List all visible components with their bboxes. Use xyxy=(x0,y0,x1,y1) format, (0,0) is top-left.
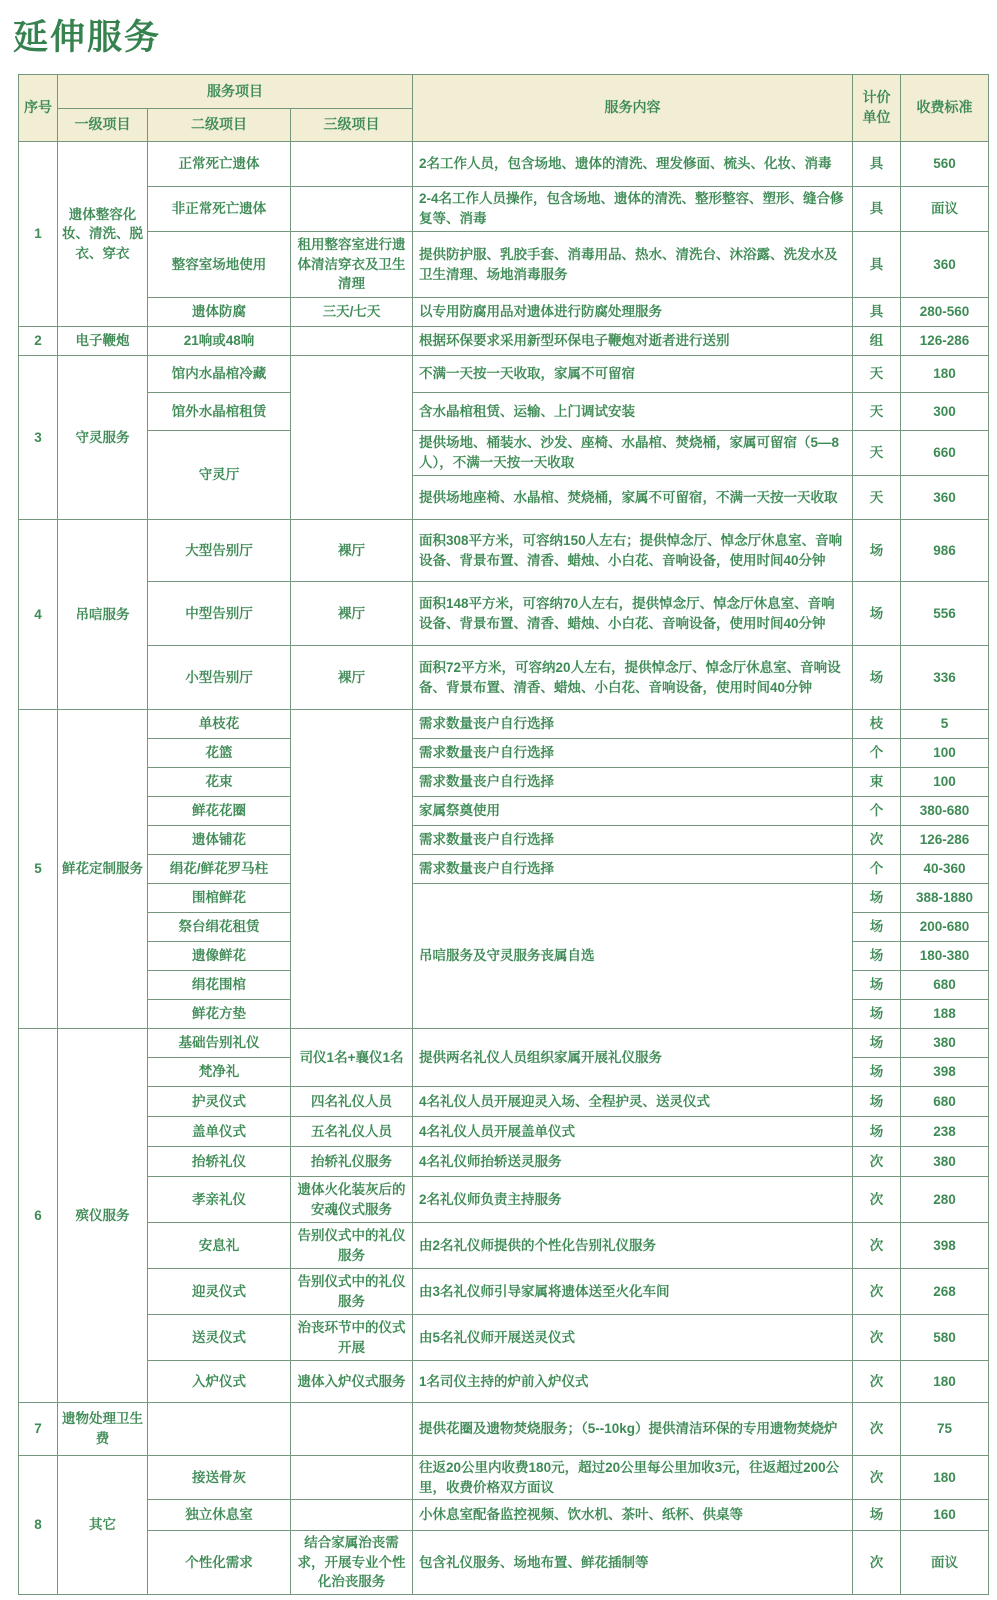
level1-item-cell: 遗物处理卫生费 xyxy=(58,1403,148,1456)
price-cell: 126-286 xyxy=(901,327,989,356)
level2-item-cell: 非正常死亡遗体 xyxy=(148,187,291,232)
service-content-cell: 根据环保要求采用新型环保电子鞭炮对逝者进行送别 xyxy=(413,327,853,356)
table-row xyxy=(19,1117,989,1147)
price-cell: 238 xyxy=(901,1117,989,1147)
level2-item-cell: 接送骨灰 xyxy=(148,1456,291,1500)
unit-cell: 场 xyxy=(853,1000,901,1029)
level1-item-cell: 殡仪服务 xyxy=(58,1029,148,1403)
service-content-cell: 1名司仪主持的炉前入炉仪式 xyxy=(413,1361,853,1403)
service-content-cell: 面积308平方米，可容纳150人左右；提供悼念厅、悼念厅休息室、音响设备、背景布置、清香、蜡烛、小白花、音响设备，使用时间40分钟 xyxy=(413,520,853,582)
serial-cell: 5 xyxy=(19,710,58,1029)
service-content-cell: 由2名礼仪师提供的个性化告别礼仪服务 xyxy=(413,1223,853,1269)
service-content-cell: 往返20公里内收费180元，超过20公里每公里加收3元，往返超过200公里，收费价格双方面议 xyxy=(413,1456,853,1500)
level2-item-cell: 正常死亡遗体 xyxy=(148,142,291,187)
price-cell: 40-360 xyxy=(901,855,989,884)
price-cell: 380 xyxy=(901,1147,989,1177)
level3-item-cell: 告别仪式中的礼仪服务 xyxy=(291,1269,413,1315)
level3-item-cell: 裸厅 xyxy=(291,646,413,710)
level1-item-cell: 鲜花定制服务 xyxy=(58,710,148,1029)
table-row xyxy=(19,768,989,797)
service-content-cell: 2-4名工作人员操作，包含场地、遗体的清洗、整形整容、塑形、缝合修复等、消毒 xyxy=(413,187,853,232)
service-content-cell: 需求数量丧户自行选择 xyxy=(413,826,853,855)
level3-item-cell: 三级项目 xyxy=(291,109,413,142)
serial-cell: 4 xyxy=(19,520,58,710)
unit-cell: 场 xyxy=(853,1500,901,1531)
service-content-cell: 需求数量丧户自行选择 xyxy=(413,739,853,768)
level2-item-cell: 单枝花 xyxy=(148,710,291,739)
price-cell: 268 xyxy=(901,1269,989,1315)
level2-item-cell: 守灵厅 xyxy=(148,431,291,520)
level2-item-cell: 遗像鲜花 xyxy=(148,942,291,971)
unit-cell: 次 xyxy=(853,1361,901,1403)
level3-item-cell: 抬轿礼仪服务 xyxy=(291,1147,413,1177)
unit-cell: 场 xyxy=(853,1058,901,1087)
price-cell: 300 xyxy=(901,393,989,431)
price-cell: 380 xyxy=(901,1029,989,1058)
serial-cell: 序号 xyxy=(19,75,58,142)
table-body xyxy=(19,142,989,1595)
table-row xyxy=(19,1531,989,1595)
price-cell: 面议 xyxy=(901,1531,989,1595)
level1-item-cell: 一级项目 xyxy=(58,109,148,142)
level3-item-cell xyxy=(291,1456,413,1500)
table-row xyxy=(19,710,989,739)
unit-cell: 束 xyxy=(853,768,901,797)
table-row xyxy=(19,855,989,884)
service-content-cell: 吊唁服务及守灵服务丧属自选 xyxy=(413,884,853,1029)
table-row xyxy=(19,298,989,327)
unit-cell: 场 xyxy=(853,1117,901,1147)
service-content-cell: 包含礼仪服务、场地布置、鲜花插制等 xyxy=(413,1531,853,1595)
service-content-cell: 提供防护服、乳胶手套、消毒用品、热水、清洗台、沐浴露、洗发水及卫生清理、场地消毒服务 xyxy=(413,232,853,298)
price-cell: 680 xyxy=(901,1087,989,1117)
price-cell: 398 xyxy=(901,1058,989,1087)
price-cell: 580 xyxy=(901,1315,989,1361)
level3-item-cell xyxy=(291,187,413,232)
level3-item-cell xyxy=(291,1403,413,1456)
service-content-cell: 提供场地、桶装水、沙发、座椅、水晶棺、焚烧桶，家属可留宿（5—8人），不满一天按一天收取 xyxy=(413,431,853,476)
table-row xyxy=(19,75,989,109)
level3-item-cell xyxy=(291,1500,413,1531)
unit-cell: 次 xyxy=(853,1147,901,1177)
unit-cell: 次 xyxy=(853,1531,901,1595)
unit-cell: 组 xyxy=(853,327,901,356)
level2-item-cell: 迎灵仪式 xyxy=(148,1269,291,1315)
service-group-header-cell: 服务项目 xyxy=(58,75,413,109)
page-title: 延伸服务 xyxy=(13,18,162,57)
level1-item-cell: 电子鞭炮 xyxy=(58,327,148,356)
table-row xyxy=(19,1456,989,1500)
table-row xyxy=(19,393,989,431)
price-cell: 180-380 xyxy=(901,942,989,971)
level1-item-cell: 遗体整容化妆、清洗、脱衣、穿衣 xyxy=(58,142,148,327)
level2-item-cell: 馆外水晶棺租赁 xyxy=(148,393,291,431)
level3-item-cell xyxy=(291,327,413,356)
table-row xyxy=(19,431,989,476)
serial-cell: 3 xyxy=(19,356,58,520)
service-content-cell: 4名礼仪师抬轿送灵服务 xyxy=(413,1147,853,1177)
table-row xyxy=(19,797,989,826)
table-row xyxy=(19,1029,989,1058)
level2-item-cell: 中型告别厅 xyxy=(148,582,291,646)
service-content-cell: 家属祭奠使用 xyxy=(413,797,853,826)
serial-cell: 6 xyxy=(19,1029,58,1403)
unit-cell: 次 xyxy=(853,1223,901,1269)
service-content-cell: 小休息室配备监控视频、饮水机、茶叶、纸杯、供桌等 xyxy=(413,1500,853,1531)
unit-cell: 具 xyxy=(853,298,901,327)
level2-item-cell: 梵净礼 xyxy=(148,1058,291,1087)
service-content-cell: 需求数量丧户自行选择 xyxy=(413,710,853,739)
level3-item-cell xyxy=(291,710,413,1029)
serial-cell: 1 xyxy=(19,142,58,327)
service-content-cell: 2名礼仪师负责主持服务 xyxy=(413,1177,853,1223)
service-content-cell: 含水晶棺租赁、运输、上门调试安装 xyxy=(413,393,853,431)
level2-item-cell: 绢花/鲜花罗马柱 xyxy=(148,855,291,884)
extended-services-price-table xyxy=(18,74,989,1595)
price-cell: 336 xyxy=(901,646,989,710)
unit-cell: 场 xyxy=(853,520,901,582)
unit-cell: 计价单位 xyxy=(853,75,901,142)
price-cell: 180 xyxy=(901,1361,989,1403)
unit-cell: 次 xyxy=(853,1315,901,1361)
price-cell: 660 xyxy=(901,431,989,476)
price-cell: 160 xyxy=(901,1500,989,1531)
serial-cell: 7 xyxy=(19,1403,58,1456)
level3-item-cell: 遗体入炉仪式服务 xyxy=(291,1361,413,1403)
table-header xyxy=(19,75,989,142)
price-cell: 360 xyxy=(901,232,989,298)
service-content-cell: 2名工作人员，包含场地、遗体的清洗、理发修面、梳头、化妆、消毒 xyxy=(413,142,853,187)
price-cell: 面议 xyxy=(901,187,989,232)
unit-cell: 具 xyxy=(853,232,901,298)
level1-item-cell: 守灵服务 xyxy=(58,356,148,520)
price-cell: 126-286 xyxy=(901,826,989,855)
level3-item-cell: 裸厅 xyxy=(291,582,413,646)
table-row xyxy=(19,520,989,582)
level3-item-cell: 租用整容室进行遗体清洁穿衣及卫生清理 xyxy=(291,232,413,298)
table-row xyxy=(19,1500,989,1531)
level2-item-cell: 二级项目 xyxy=(148,109,291,142)
table-row xyxy=(19,142,989,187)
unit-cell: 场 xyxy=(853,913,901,942)
level3-item-cell xyxy=(291,142,413,187)
service-content-cell: 由5名礼仪师开展送灵仪式 xyxy=(413,1315,853,1361)
level2-item-cell: 21响或48响 xyxy=(148,327,291,356)
table-row xyxy=(19,327,989,356)
service-content-cell: 由3名礼仪师引导家属将遗体送至火化车间 xyxy=(413,1269,853,1315)
unit-cell: 天 xyxy=(853,431,901,476)
unit-cell: 天 xyxy=(853,476,901,520)
unit-cell: 次 xyxy=(853,1177,901,1223)
service-content-cell: 不满一天按一天收取，家属不可留宿 xyxy=(413,356,853,393)
level2-item-cell xyxy=(148,1403,291,1456)
level2-item-cell: 馆内水晶棺冷藏 xyxy=(148,356,291,393)
price-cell: 560 xyxy=(901,142,989,187)
price-cell: 188 xyxy=(901,1000,989,1029)
unit-cell: 枝 xyxy=(853,710,901,739)
level2-item-cell: 绢花围棺 xyxy=(148,971,291,1000)
level2-item-cell: 送灵仪式 xyxy=(148,1315,291,1361)
unit-cell: 场 xyxy=(853,646,901,710)
price-cell: 380-680 xyxy=(901,797,989,826)
unit-cell: 次 xyxy=(853,1403,901,1456)
level2-item-cell: 小型告别厅 xyxy=(148,646,291,710)
service-content-cell: 需求数量丧户自行选择 xyxy=(413,768,853,797)
table-row xyxy=(19,1315,989,1361)
table-row xyxy=(19,232,989,298)
table-row xyxy=(19,739,989,768)
service-content-cell: 提供两名礼仪人员组织家属开展礼仪服务 xyxy=(413,1029,853,1087)
service-content-cell: 4名礼仪人员开展迎灵入场、全程护灵、送灵仪式 xyxy=(413,1087,853,1117)
price-cell: 180 xyxy=(901,356,989,393)
unit-cell: 天 xyxy=(853,356,901,393)
unit-cell: 场 xyxy=(853,1087,901,1117)
level2-item-cell: 围棺鲜花 xyxy=(148,884,291,913)
price-cell: 986 xyxy=(901,520,989,582)
price-cell: 5 xyxy=(901,710,989,739)
level2-item-cell: 遗体防腐 xyxy=(148,298,291,327)
price-cell: 收费标准 xyxy=(901,75,989,142)
level3-item-cell: 司仪1名+襄仪1名 xyxy=(291,1029,413,1087)
level2-item-cell: 鲜花花圈 xyxy=(148,797,291,826)
price-cell: 280 xyxy=(901,1177,989,1223)
table-row xyxy=(19,1087,989,1117)
table-row xyxy=(19,646,989,710)
level2-item-cell: 抬轿礼仪 xyxy=(148,1147,291,1177)
level2-item-cell: 花束 xyxy=(148,768,291,797)
level2-item-cell: 基础告别礼仪 xyxy=(148,1029,291,1058)
level3-item-cell: 治丧环节中的仪式开展 xyxy=(291,1315,413,1361)
serial-cell: 2 xyxy=(19,327,58,356)
level3-item-cell: 告别仪式中的礼仪服务 xyxy=(291,1223,413,1269)
service-content-header-cell: 服务内容 xyxy=(413,75,853,142)
level2-item-cell: 独立休息室 xyxy=(148,1500,291,1531)
unit-cell: 场 xyxy=(853,971,901,1000)
level1-item-cell: 其它 xyxy=(58,1456,148,1595)
unit-cell: 个 xyxy=(853,739,901,768)
level3-item-cell: 结合家属治丧需求，开展专业个性化治丧服务 xyxy=(291,1531,413,1595)
table-row xyxy=(19,356,989,393)
level3-item-cell xyxy=(291,356,413,520)
level2-item-cell: 大型告别厅 xyxy=(148,520,291,582)
service-content-cell: 面积72平方米，可容纳20人左右，提供悼念厅、悼念厅休息室、音响设备、背景布置、清香、蜡烛、小白花、音响设备，使用时间40分钟 xyxy=(413,646,853,710)
level3-item-cell: 裸厅 xyxy=(291,520,413,582)
price-cell: 360 xyxy=(901,476,989,520)
price-cell: 398 xyxy=(901,1223,989,1269)
service-content-cell: 提供场地座椅、水晶棺、焚烧桶，家属不可留宿，不满一天按一天收取 xyxy=(413,476,853,520)
service-content-cell: 需求数量丧户自行选择 xyxy=(413,855,853,884)
unit-cell: 具 xyxy=(853,187,901,232)
level2-item-cell: 祭台绢花租赁 xyxy=(148,913,291,942)
level2-item-cell: 孝亲礼仪 xyxy=(148,1177,291,1223)
level2-item-cell: 盖单仪式 xyxy=(148,1117,291,1147)
price-cell: 556 xyxy=(901,582,989,646)
level2-item-cell: 花篮 xyxy=(148,739,291,768)
table-row xyxy=(19,582,989,646)
table-row xyxy=(19,1147,989,1177)
unit-cell: 场 xyxy=(853,1029,901,1058)
unit-cell: 个 xyxy=(853,855,901,884)
service-content-cell: 以专用防腐用品对遗体进行防腐处理服务 xyxy=(413,298,853,327)
price-cell: 75 xyxy=(901,1403,989,1456)
level2-item-cell: 安息礼 xyxy=(148,1223,291,1269)
table-row xyxy=(19,884,989,913)
unit-cell: 场 xyxy=(853,582,901,646)
level3-item-cell: 四名礼仪人员 xyxy=(291,1087,413,1117)
unit-cell: 场 xyxy=(853,884,901,913)
service-content-cell: 面积148平方米，可容纳70人左右，提供悼念厅、悼念厅休息室、音响设备、背景布置、清香、蜡烛、小白花、音响设备，使用时间40分钟 xyxy=(413,582,853,646)
unit-cell: 个 xyxy=(853,797,901,826)
unit-cell: 场 xyxy=(853,942,901,971)
level2-item-cell: 鲜花方垫 xyxy=(148,1000,291,1029)
price-cell: 388-1880 xyxy=(901,884,989,913)
price-cell: 180 xyxy=(901,1456,989,1500)
table-row xyxy=(19,1269,989,1315)
table-row xyxy=(19,1177,989,1223)
service-content-cell: 提供花圈及遗物焚烧服务；（5--10kg）提供清洁环保的专用遗物焚烧炉 xyxy=(413,1403,853,1456)
unit-cell: 次 xyxy=(853,1269,901,1315)
table-row xyxy=(19,1361,989,1403)
level3-item-cell: 遗体火化装灰后的安魂仪式服务 xyxy=(291,1177,413,1223)
unit-cell: 次 xyxy=(853,826,901,855)
level3-item-cell: 五名礼仪人员 xyxy=(291,1117,413,1147)
unit-cell: 具 xyxy=(853,142,901,187)
table-row xyxy=(19,1223,989,1269)
price-cell: 200-680 xyxy=(901,913,989,942)
level2-item-cell: 个性化需求 xyxy=(148,1531,291,1595)
level3-item-cell: 三天/七天 xyxy=(291,298,413,327)
table-row xyxy=(19,826,989,855)
price-cell: 680 xyxy=(901,971,989,1000)
level2-item-cell: 遗体铺花 xyxy=(148,826,291,855)
price-cell: 100 xyxy=(901,739,989,768)
level2-item-cell: 入炉仪式 xyxy=(148,1361,291,1403)
table-row xyxy=(19,1403,989,1456)
price-cell: 100 xyxy=(901,768,989,797)
price-cell: 280-560 xyxy=(901,298,989,327)
level1-item-cell: 吊唁服务 xyxy=(58,520,148,710)
unit-cell: 次 xyxy=(853,1456,901,1500)
level2-item-cell: 护灵仪式 xyxy=(148,1087,291,1117)
service-content-cell: 4名礼仪人员开展盖单仪式 xyxy=(413,1117,853,1147)
table-row xyxy=(19,187,989,232)
level2-item-cell: 整容室场地使用 xyxy=(148,232,291,298)
unit-cell: 天 xyxy=(853,393,901,431)
serial-cell: 8 xyxy=(19,1456,58,1595)
